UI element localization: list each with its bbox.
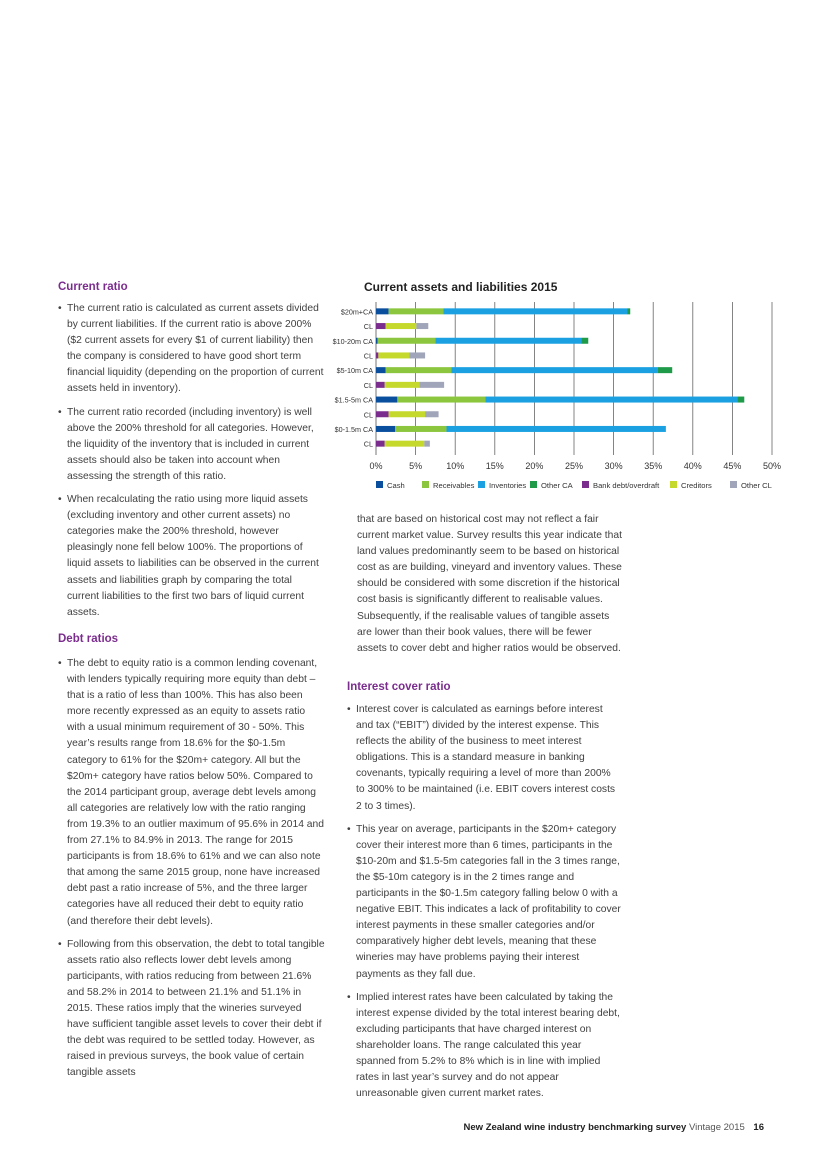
bar-segment-receivables — [378, 338, 436, 344]
current-assets-liabilities-chart — [330, 300, 790, 500]
bar-segment-other-ca — [627, 308, 630, 314]
legend-swatch — [670, 481, 677, 488]
list-item: • The current ratio recorded (including inventory) is well above the 200% threshold for all categories. However, the liquidity of the inventory that is included in current assets should also be taken into account when assessing the strength of this ratio. — [58, 405, 326, 485]
x-tick-label: 25% — [564, 461, 584, 471]
category-label: CL — [363, 439, 373, 449]
bar-segment-cash — [376, 308, 389, 314]
bar-segment-cash — [376, 338, 378, 344]
x-tick-label: 15% — [485, 461, 504, 471]
bar-segment-creditors — [385, 382, 420, 388]
x-tick-label: 35% — [644, 461, 663, 471]
page-footer — [464, 1122, 764, 1133]
bar-segment-other-ca — [658, 367, 672, 373]
category-label: $5-10m CA — [336, 366, 373, 376]
x-tick-label: 20% — [525, 461, 544, 471]
footer-survey-title: New Zealand wine industry benchmarking survey — [463, 1122, 687, 1133]
bar-segment-other-cl — [409, 352, 425, 358]
chart-title: Current assets and liabilities 2015 — [364, 280, 558, 294]
debt-ratios-continuation: that are based on historical cost may not reflect a fair current market value. Survey results this year indicate that land values predominantly seem to be based on historical cost as are building, vineyard and inventory values. These should be considered with some discretion if the historical cost basis is significantly different to realisable values. Subsequently, if the realisable values of tangible assets are lower than their book values, there will be fewer assets to cover debt and higher ratios would be observed. — [357, 514, 622, 654]
legend-label: Receivables — [433, 481, 475, 490]
bar-segment-creditors — [385, 441, 425, 447]
bar-segment-bank-debt-overdraft — [376, 411, 389, 417]
legend-label: Cash — [387, 481, 405, 490]
bar-segment-bank-debt-overdraft — [376, 352, 378, 358]
list-item: • Implied interest rates have been calculated by taking the interest expense divided by the total interest bearing debt, excluding participants that have charged interest on shareholder loans. The range calculated this year spanned from 5.2% to 8% which is in line with implied rates in last year’s survey and do not appear unreasonable given current market rates. — [347, 990, 622, 1103]
interest-cover-heading: Interest cover ratio — [347, 681, 451, 693]
bar-segment-creditors — [389, 411, 425, 417]
legend-label: Creditors — [681, 481, 712, 490]
legend-swatch — [376, 481, 383, 488]
bar-segment-receivables — [395, 426, 446, 432]
bar-segment-other-cl — [424, 441, 430, 447]
legend-swatch — [730, 481, 737, 488]
list-item: • Following from this observation, the debt to total tangible assets ratio also reflects lower debt levels among participants, with ratios reducing from between 21.6% and 58.2% in 2014 to between 21.1% and 51.1% in 2015. These ratios imply that the wineries surveyed have sufficient tangible asset levels to cover their debt if the debt was required to be settled today. However, as raised in previous surveys, the book value of certain tangible assets — [58, 937, 326, 1082]
bar-segment-inventories — [443, 308, 627, 314]
x-tick-label: 5% — [409, 461, 423, 471]
bar-segment-inventories — [446, 426, 665, 432]
bar-segment-other-cl — [416, 323, 428, 329]
category-label: CL — [363, 410, 373, 420]
bar-segment-inventories — [435, 338, 581, 344]
bar-segment-creditors — [378, 352, 409, 358]
legend-swatch — [478, 481, 485, 488]
list-item: • The current ratio is calculated as current assets divided by current liabilities. If the current ratio is above 200% ($2 current assets for every $1 of current liability) then the company is considered to have good short term financial liquidity (depending on the proportion of current assets held in inventory). — [58, 301, 326, 398]
bar-segment-receivables — [389, 308, 444, 314]
x-tick-label: 0% — [369, 461, 383, 471]
legend-label: Inventories — [489, 481, 527, 490]
bar-segment-receivables — [386, 367, 452, 373]
list-item: • Interest cover is calculated as earnings before interest and tax (“EBIT”) divided by the interest expense. This reflects the ability of the business to meet interest obligations. This is a standard measure in banking covenants, typically requiring a level of more than 200% to 300% to be maintained (i.e. EBIT covers interest costs 2 to 3 times). — [347, 702, 622, 815]
bar-segment-other-ca — [581, 338, 588, 344]
list-item: • When recalculating the ratio using more liquid assets (excluding inventory and other current assets) no categories make the 200% threshold, however pleasingly none fell below 100%. The proportions of liquid assets to liabilities can be observed in the current assets and liabilities graph by comparing the total current liabilities to the first two bars of liquid current assets. — [58, 492, 326, 621]
bar-segment-cash — [376, 397, 397, 403]
x-tick-label: 50% — [762, 461, 782, 471]
bar-segment-cash — [376, 367, 386, 373]
footer-vintage: Vintage 2015 — [688, 1122, 745, 1133]
legend-swatch — [530, 481, 537, 488]
interest-cover-list — [347, 702, 622, 1102]
bar-segment-creditors — [386, 323, 417, 329]
page-number: 16 — [753, 1122, 764, 1133]
legend-label: Bank debt/overdraft — [593, 481, 660, 490]
list-item: • The debt to equity ratio is a common lending covenant, with lenders typically requiring more equity than debt – that is a ratio of less than 100%. This has also been more recently expressed as an equity to assets ratio with a usual minimum requirement of 30 - 50%. This year’s results range from 18.6% for the $0-1.5m category to 61% for the $20m+ category. All but the $20m+ category have ratios below 50%. Compared to the 2014 participant group, average debt levels among all categories are relatively low with the ratio ranging from 19.3% to an outlier maximum of 95.6% in 2014 and from 27.1% to 84.9% in 2013. The range for 2015 participants is from 18.6% to 61% and we can also note that among the same 2015 group, none have increased debt past a ratio increase of 5%, and the three larger categories have all reduced their debt to equity ratio (and therefore their debt levels). — [58, 656, 326, 930]
current-ratio-list — [58, 301, 326, 621]
x-tick-label: 40% — [683, 461, 702, 471]
category-label: $0-1.5m CA — [334, 424, 373, 434]
category-label: CL — [363, 380, 373, 390]
category-label: $10-20m CA — [332, 336, 373, 346]
legend-swatch — [582, 481, 589, 488]
legend-swatch — [422, 481, 429, 488]
bar-segment-inventories — [485, 397, 737, 403]
bar-segment-receivables — [397, 397, 485, 403]
debt-ratios-heading: Debt ratios — [58, 633, 119, 645]
category-label: $20m+CA — [340, 307, 373, 317]
legend-label: Other CL — [741, 481, 772, 490]
bar-segment-bank-debt-overdraft — [376, 323, 386, 329]
current-ratio-heading: Current ratio — [58, 281, 128, 293]
x-tick-label: 10% — [446, 461, 465, 471]
category-label: CL — [363, 322, 373, 332]
category-label: CL — [363, 351, 373, 361]
bar-segment-bank-debt-overdraft — [376, 441, 385, 447]
x-tick-label: 45% — [723, 461, 742, 471]
bar-segment-bank-debt-overdraft — [376, 382, 385, 388]
bar-segment-other-cl — [425, 411, 438, 417]
bar-segment-other-ca — [737, 397, 744, 403]
bar-segment-inventories — [451, 367, 658, 373]
debt-ratios-list — [58, 656, 326, 1081]
category-label: $1.5-5m CA — [334, 395, 373, 405]
bar-segment-other-cl — [420, 382, 445, 388]
x-tick-label: 30% — [604, 461, 623, 471]
list-item: • This year on average, participants in the $20m+ category cover their interest more than 6 times, participants in the $10-20m and $1.5-5m categories fall in the 3 times range, the $5-10m category is in the 2 times range and participants in the $0-1.5m category falling below 0 with a negative EBIT. This indicates a lack of profitability to cover interest payments in these smaller categories and/or comparatively higher debt levels, meaning that these wineries may have problems paying their interest payments as they fall due. — [347, 822, 622, 983]
bar-segment-cash — [376, 426, 395, 432]
legend-label: Other CA — [541, 481, 573, 490]
